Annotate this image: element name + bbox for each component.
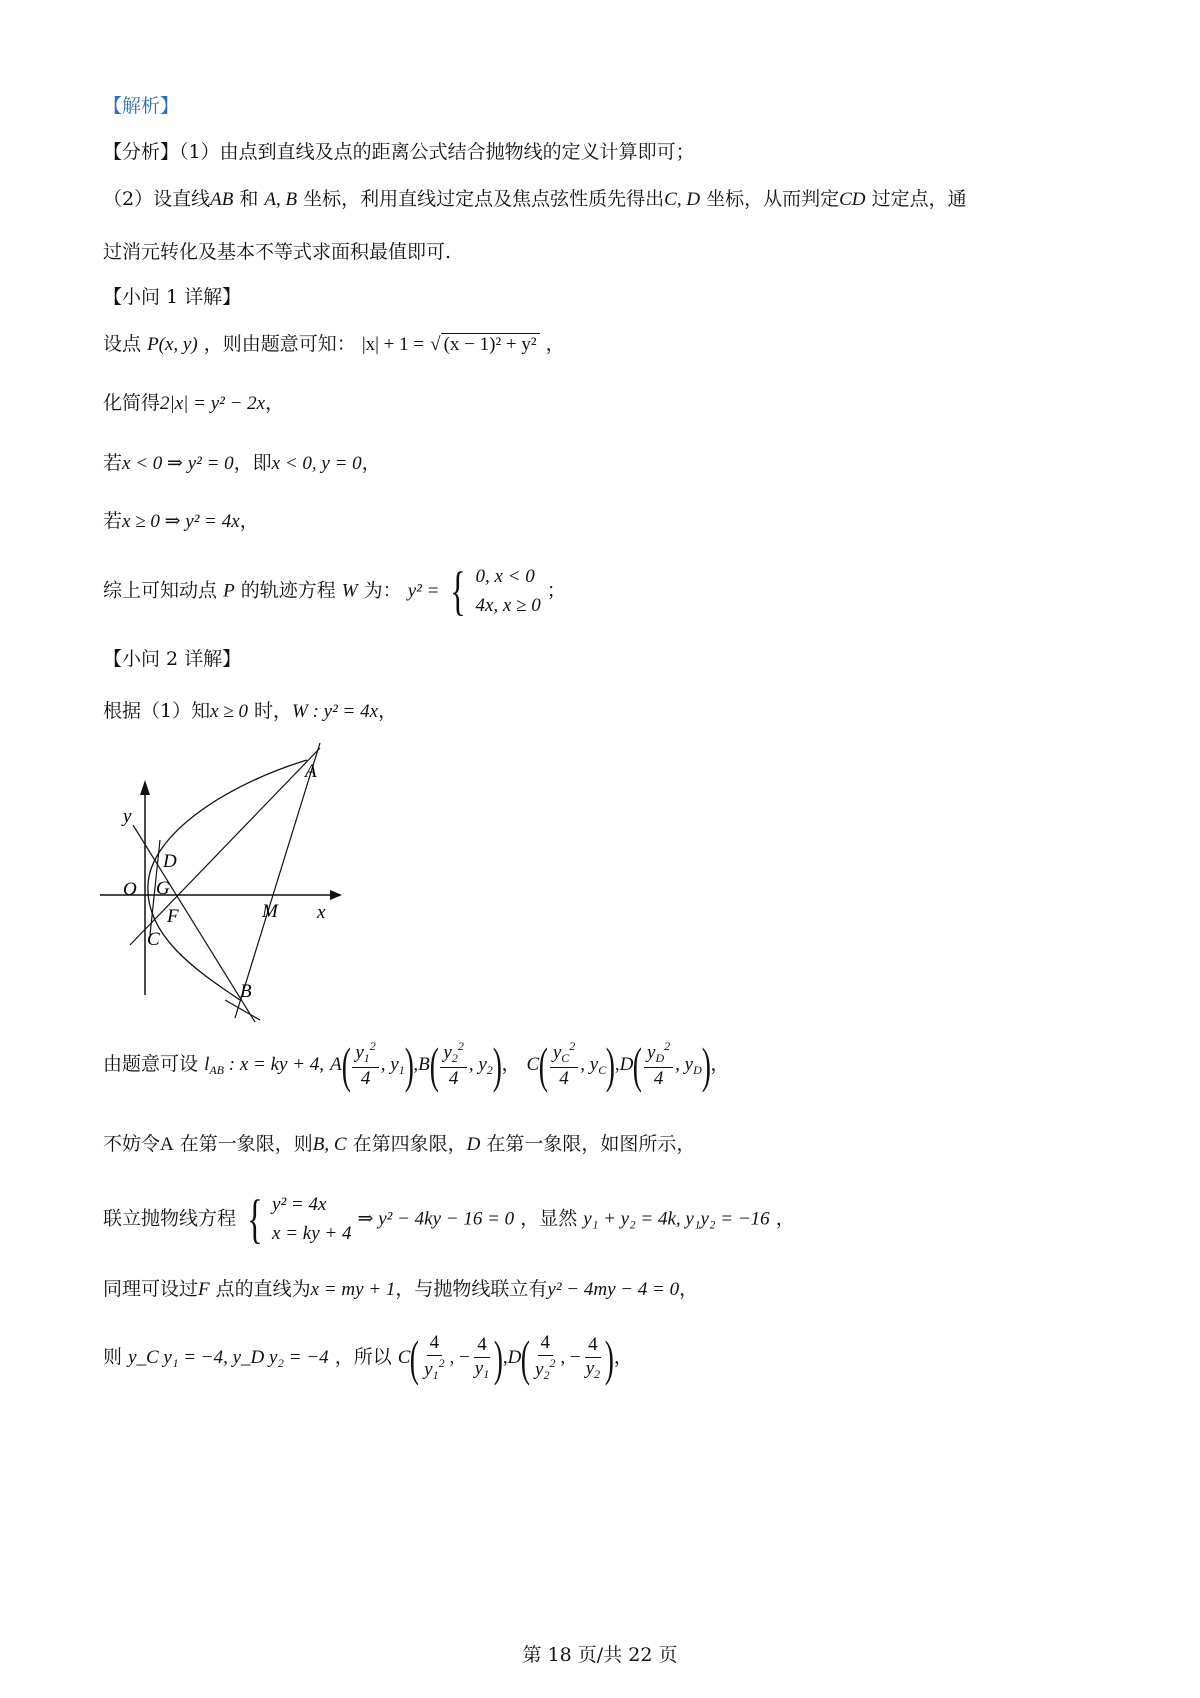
line-b-extra — [225, 1000, 260, 1020]
section-heading: 【解析】 — [103, 95, 180, 117]
line-ab — [235, 743, 320, 1018]
x-axis-arrow — [330, 890, 342, 900]
parabola-curve — [148, 760, 307, 1000]
label-f: F — [167, 906, 179, 927]
q2-line2: 由题意可设 $l_{AB}$ : x = ky + 4, A( $\frac{y_1^2}{4}$ , $y_1),B$( $\frac{y_2^2}{4}$ , $y_2$)， C( $\frac{y_C^2}{4}$ , $y_C),D$( $\frac{y_D^2}{4}$ , $y_D$)， — [103, 1037, 730, 1093]
q1-line4: 若x ≥ 0 ⇒ y² = 4x， — [103, 510, 259, 532]
q1-line2: 化简得2|x| = y² − 2x， — [103, 392, 285, 414]
q2-title: 【小问 2 详解】 — [103, 648, 242, 670]
label-b: B — [240, 981, 252, 1002]
q1-line1: 设点 P(x, y) ，则由题意可知： |x| + 1 = √ (x − 1)² + y² ， — [103, 333, 565, 355]
q2-line5: 同理可设过F 点的直线为x = my + 1，与抛物线联立有y² − 4my − 4 = 0， — [103, 1278, 699, 1300]
q1-cases: 0, x < 0 4x, x ≥ 0 — [475, 566, 541, 617]
analysis-part2: （2）设直线AB 和 A, B 坐标，利用直线过定点及焦点弦性质先得出C, D 坐标，从而判定CD 过定点，通 — [103, 188, 967, 210]
line-af — [130, 748, 320, 945]
y-axis-arrow — [140, 780, 150, 795]
analysis-part1: 【分析】（1）由点到直线及点的距离公式结合抛物线的定义计算即可； — [103, 141, 695, 163]
q1-line3: 若x < 0 ⇒ y² = 0，即x < 0, y = 0， — [103, 452, 381, 474]
label-y: y — [123, 806, 132, 827]
label-d: D — [163, 851, 177, 872]
q2-line4: 联立抛物线方程 { y² = 4x x = ky + 4 ⇒ y² − 4ky − 16 = 0 ，显然 y₁ + y₂ = 4k, y₁y₂ = −16 ， — [103, 1189, 795, 1250]
parabola-figure — [95, 740, 355, 1030]
q2-line1: 根据（1）知x ≥ 0 时，W : y² = 4x， — [103, 700, 398, 722]
q2-line3: 不妨令A 在第一象限，则B, C 在第四象限，D 在第一象限，如图所示， — [103, 1133, 696, 1155]
label-g: G — [156, 878, 170, 899]
q1-title: 【小问 1 详解】 — [103, 286, 242, 308]
label-x: x — [317, 902, 326, 923]
label-o: O — [123, 879, 137, 900]
analysis-part2-line2: 过消元转化及基本不等式求面积最值即可. — [103, 241, 452, 263]
q2-system: y² = 4x x = ky + 4 — [272, 1194, 352, 1245]
label-c: C — [147, 929, 160, 950]
q2-line6: 则 y_C y₁ = −4, y_D y₂ = −4 ，所以 C( $\frac{4}{y_1^2}$ , − $\frac{4}{y_1}$ ),D( $\frac{4}{y_2^2}$ , − $\frac{4}{y_2}$ )， — [103, 1330, 633, 1386]
q1-line5: 综上可知动点 P 的轨迹方程 W 为： y² = { 0, x < 0 4x, x ≥ 0 ； — [103, 561, 566, 622]
label-a: A — [305, 761, 317, 782]
label-m: M — [262, 901, 278, 922]
page-footer: 第 18 页/共 22 页 — [522, 1644, 678, 1666]
